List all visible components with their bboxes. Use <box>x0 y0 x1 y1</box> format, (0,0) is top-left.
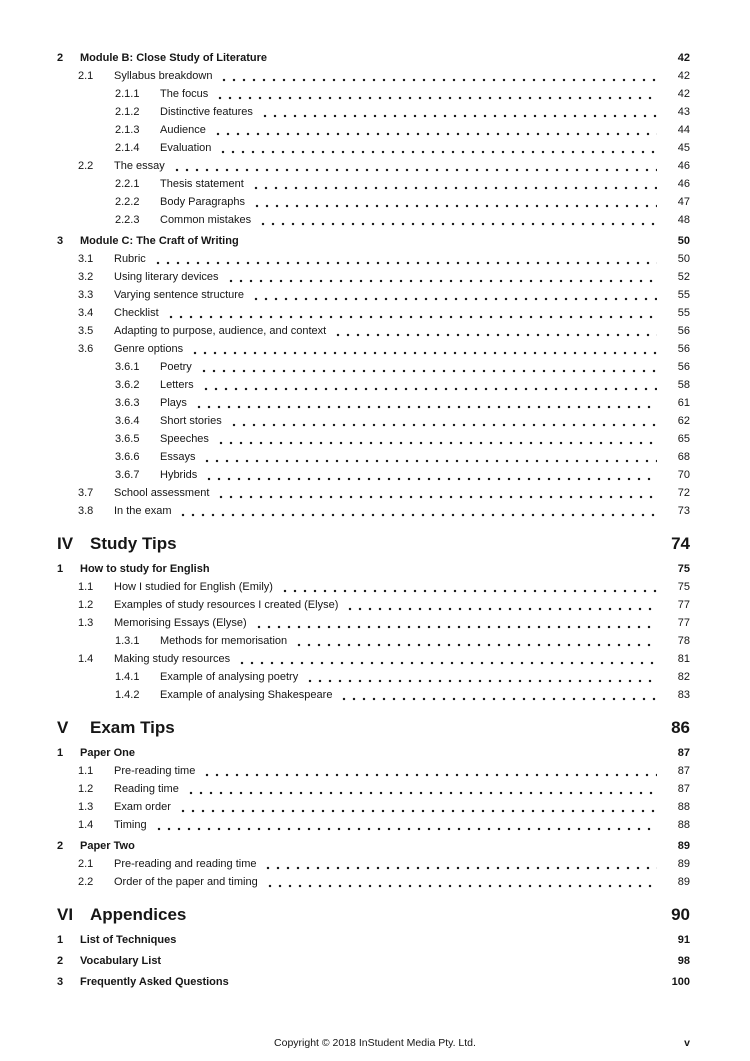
toc-entry-number: 2.2.2 <box>115 196 140 208</box>
toc-entry-page: 98 <box>677 955 690 967</box>
dot-leader <box>258 211 657 229</box>
toc-entry-title: How I studied for English (Emily) <box>114 581 273 593</box>
toc-entry-number: 3.5 <box>78 325 94 337</box>
toc-entry-number: VI <box>57 905 74 924</box>
toc-entry-number: 3.6.2 <box>115 379 140 391</box>
dot-leader <box>252 193 657 211</box>
toc-entry-number: 2.1.4 <box>115 142 140 154</box>
dot-leader <box>153 250 657 268</box>
toc-entry-number: 1.4 <box>78 653 94 665</box>
toc-entry[interactable] <box>57 560 690 578</box>
toc-entry[interactable] <box>57 952 690 970</box>
dot-leader <box>265 873 657 891</box>
dot-leader <box>194 394 657 412</box>
toc-entry-number: 1.2 <box>78 783 94 795</box>
toc-entry-number: 1.3 <box>78 617 94 629</box>
toc-entry-page: 62 <box>677 415 690 427</box>
toc-entry[interactable] <box>78 798 690 816</box>
toc-entry-page: 100 <box>671 976 690 988</box>
dot-leader <box>178 502 657 520</box>
toc-entry-page: 86 <box>671 718 690 737</box>
dot-leader <box>154 816 657 834</box>
toc-entry-title: Plays <box>160 397 187 409</box>
toc-entry[interactable] <box>78 340 690 358</box>
toc-entry-number: 3.6.4 <box>115 415 140 427</box>
dot-leader <box>190 340 657 358</box>
toc-entry-number: 3 <box>57 976 64 988</box>
toc-entry-title: Audience <box>160 124 206 136</box>
toc-entry[interactable] <box>78 322 690 340</box>
page-footer <box>0 1036 750 1052</box>
toc-entry-title: Adapting to purpose, audience, and context <box>114 325 327 337</box>
toc-entry-number: 3.7 <box>78 487 94 499</box>
toc-entry[interactable] <box>115 412 690 430</box>
toc-entry[interactable] <box>115 358 690 376</box>
toc-entry[interactable] <box>78 816 690 834</box>
toc-entry-title: Paper Two <box>80 840 135 852</box>
toc-entry[interactable] <box>115 466 690 484</box>
toc-entry[interactable] <box>57 531 690 557</box>
toc-entry-page: 42 <box>677 70 690 82</box>
dot-leader <box>345 596 657 614</box>
toc-entry-number: 3.6.7 <box>115 469 140 481</box>
toc-entry-title: Distinctive features <box>160 106 253 118</box>
toc-entry-number: 1.4.2 <box>115 689 140 701</box>
toc-entry-number: 3.6.1 <box>115 361 140 373</box>
toc-entry[interactable] <box>78 855 690 873</box>
toc-entry[interactable] <box>78 157 690 175</box>
toc-entry-page: 56 <box>677 325 690 337</box>
dot-leader <box>215 85 657 103</box>
dot-leader <box>339 686 657 704</box>
toc-entry[interactable] <box>115 632 690 650</box>
toc-entry-number: 1 <box>57 747 64 759</box>
toc-entry-title: Common mistakes <box>160 214 252 226</box>
toc-entry-page: 56 <box>677 343 690 355</box>
toc-entry[interactable] <box>78 596 690 614</box>
toc-entry-page: 47 <box>677 196 690 208</box>
toc-entry-title: Varying sentence structure <box>114 289 245 301</box>
dot-leader <box>294 632 657 650</box>
toc-entry-page: 82 <box>677 671 690 683</box>
toc-entry-page: 58 <box>677 379 690 391</box>
toc-entry-number: 3.4 <box>78 307 94 319</box>
dot-leader <box>204 466 657 484</box>
toc-entry-page: 74 <box>671 534 690 553</box>
toc-entry-title: Exam order <box>114 801 171 813</box>
toc-entry-page: 42 <box>677 52 690 64</box>
toc-entry-title: Letters <box>160 379 194 391</box>
dot-leader <box>226 268 657 286</box>
toc-entry[interactable] <box>115 121 690 139</box>
toc-entry[interactable] <box>78 873 690 891</box>
toc-entry-number: IV <box>57 534 74 553</box>
dot-leader <box>216 484 657 502</box>
toc-entry-title: Module C: The Craft of Writing <box>80 235 239 247</box>
toc-entry-number: 1.2 <box>78 599 94 611</box>
toc-entry-title: Checklist <box>114 307 159 319</box>
dot-leader <box>216 430 657 448</box>
toc-entry-page: 50 <box>677 235 690 247</box>
toc-entry-number: 2.2 <box>78 876 94 888</box>
toc-entry-title: Essays <box>160 451 196 463</box>
toc-entry[interactable] <box>78 780 690 798</box>
toc-entry-title: In the exam <box>114 505 172 517</box>
toc-entry[interactable] <box>78 286 690 304</box>
toc-entry[interactable] <box>57 902 690 928</box>
toc-entry-title: Syllabus breakdown <box>114 70 213 82</box>
toc-entry-number: 1.3.1 <box>115 635 140 647</box>
toc-entry-title: Short stories <box>160 415 222 427</box>
toc-entry-number: 3.3 <box>78 289 94 301</box>
toc-entry-page: 87 <box>677 765 690 777</box>
toc-entry-page: 52 <box>677 271 690 283</box>
toc-entry-number: 2 <box>57 955 64 967</box>
page-number-label: v <box>684 1037 690 1049</box>
toc-entry[interactable] <box>78 762 690 780</box>
toc-entry-number: 2.2 <box>78 160 94 172</box>
toc-entry-page: 90 <box>671 905 690 924</box>
dot-leader <box>251 286 657 304</box>
toc-entry-page: 83 <box>677 689 690 701</box>
toc-entry-title: The focus <box>160 88 209 100</box>
toc-entry-number: 2.1.2 <box>115 106 140 118</box>
toc-entry-page: 89 <box>677 858 690 870</box>
toc-entry-title: How to study for English <box>80 563 210 575</box>
toc-entry[interactable] <box>78 614 690 632</box>
toc-entry-title: Using literary devices <box>114 271 219 283</box>
toc-entry-title: Making study resources <box>114 653 231 665</box>
toc-entry-number: 1.4 <box>78 819 94 831</box>
toc-entry[interactable] <box>78 268 690 286</box>
dot-leader <box>229 412 657 430</box>
table-of-contents <box>57 46 690 991</box>
toc-entry-page: 50 <box>677 253 690 265</box>
toc-entry-number: 2.1 <box>78 70 94 82</box>
toc-entry[interactable] <box>78 250 690 268</box>
toc-entry-number: 3.2 <box>78 271 94 283</box>
toc-entry-page: 78 <box>677 635 690 647</box>
toc-entry-title: Memorising Essays (Elyse) <box>114 617 247 629</box>
toc-entry[interactable] <box>78 650 690 668</box>
dot-leader <box>263 855 657 873</box>
toc-entry-page: 81 <box>677 653 690 665</box>
toc-entry-title: Appendices <box>90 905 187 924</box>
toc-entry-number: 3 <box>57 235 64 247</box>
toc-entry-page: 44 <box>677 124 690 136</box>
dot-leader <box>199 358 657 376</box>
toc-entry-page: 56 <box>677 361 690 373</box>
toc-entry-page: 91 <box>677 934 690 946</box>
dot-leader <box>260 103 657 121</box>
toc-entry-page: 61 <box>677 397 690 409</box>
toc-entry-title: Reading time <box>114 783 179 795</box>
dot-leader <box>166 304 657 322</box>
toc-entry-title: Paper One <box>80 747 136 759</box>
toc-entry[interactable] <box>57 715 690 741</box>
toc-entry[interactable] <box>115 394 690 412</box>
toc-entry[interactable] <box>115 139 690 157</box>
toc-entry-page: 88 <box>677 801 690 813</box>
dot-leader <box>333 322 657 340</box>
toc-entry-number: 2.1 <box>78 858 94 870</box>
dot-leader <box>305 668 657 686</box>
dot-leader <box>201 376 657 394</box>
dot-leader <box>280 578 657 596</box>
toc-entry[interactable] <box>78 304 690 322</box>
toc-entry-title: Vocabulary List <box>80 955 162 967</box>
dot-leader <box>213 121 657 139</box>
toc-entry[interactable] <box>115 85 690 103</box>
toc-entry-page: 48 <box>677 214 690 226</box>
toc-entry-number: 1.4.1 <box>115 671 140 683</box>
toc-entry-number: 1 <box>57 563 64 575</box>
toc-entry-page: 87 <box>677 783 690 795</box>
toc-entry-number: 3.6 <box>78 343 94 355</box>
toc-entry-title: Order of the paper and timing <box>114 876 258 888</box>
toc-entry-title: Frequently Asked Questions <box>80 976 229 988</box>
toc-entry-number: 2.1.3 <box>115 124 140 136</box>
toc-entry-number: 3.1 <box>78 253 94 265</box>
toc-entry[interactable] <box>57 232 690 250</box>
toc-entry-title: Rubric <box>114 253 146 265</box>
toc-entry[interactable] <box>78 67 690 85</box>
toc-entry-title: Speeches <box>160 433 209 445</box>
toc-entry-number: 1.3 <box>78 801 94 813</box>
toc-entry-page: 89 <box>677 840 690 852</box>
toc-entry[interactable] <box>115 686 690 704</box>
toc-entry-number: 2.2.1 <box>115 178 140 190</box>
toc-entry-page: 77 <box>677 599 690 611</box>
toc-entry-title: Examples of study resources I created (Elyse) <box>114 599 339 611</box>
toc-entry-number: 3.6.3 <box>115 397 140 409</box>
toc-entry-page: 68 <box>677 451 690 463</box>
toc-entry-number: V <box>57 718 69 737</box>
toc-entry-title: Example of analysing poetry <box>160 671 299 683</box>
toc-entry-page: 42 <box>677 88 690 100</box>
dot-leader <box>218 139 657 157</box>
toc-entry[interactable] <box>115 175 690 193</box>
toc-entry-number: 2 <box>57 52 64 64</box>
toc-entry-page: 55 <box>677 307 690 319</box>
toc-entry-title: Hybrids <box>160 469 198 481</box>
toc-entry-page: 46 <box>677 178 690 190</box>
toc-entry-number: 1.1 <box>78 581 94 593</box>
toc-entry[interactable] <box>57 49 690 67</box>
toc-entry[interactable] <box>115 668 690 686</box>
toc-entry-page: 87 <box>677 747 690 759</box>
toc-entry[interactable] <box>115 103 690 121</box>
dot-leader <box>202 448 657 466</box>
toc-entry-number: 1 <box>57 934 64 946</box>
dot-leader <box>172 157 657 175</box>
toc-entry[interactable] <box>115 211 690 229</box>
toc-entry-title: Study Tips <box>90 534 177 553</box>
toc-entry-number: 3.8 <box>78 505 94 517</box>
dot-leader <box>254 614 657 632</box>
dot-leader <box>178 798 657 816</box>
toc-entry-page: 46 <box>677 160 690 172</box>
toc-entry-number: 2.1.1 <box>115 88 140 100</box>
toc-entry[interactable] <box>115 430 690 448</box>
toc-entry-page: 45 <box>677 142 690 154</box>
toc-entry-number: 2 <box>57 840 64 852</box>
toc-entry-number: 3.6.6 <box>115 451 140 463</box>
toc-entry-page: 73 <box>677 505 690 517</box>
toc-entry-title: Evaluation <box>160 142 212 154</box>
toc-entry[interactable] <box>57 837 690 855</box>
toc-entry-page: 43 <box>677 106 690 118</box>
toc-entry-page: 70 <box>677 469 690 481</box>
toc-entry-title: School assessment <box>114 487 210 499</box>
toc-entry-number: 3.6.5 <box>115 433 140 445</box>
toc-entry-page: 77 <box>677 617 690 629</box>
toc-entry-page: 89 <box>677 876 690 888</box>
toc-entry-title: Module B: Close Study of Literature <box>80 52 268 64</box>
toc-entry[interactable] <box>78 502 690 520</box>
toc-entry-title: Thesis statement <box>160 178 244 190</box>
toc-entry-title: Exam Tips <box>90 718 175 737</box>
dot-leader <box>237 650 657 668</box>
dot-leader <box>202 762 657 780</box>
toc-entry-title: Methods for memorisation <box>160 635 288 647</box>
toc-entry[interactable] <box>78 578 690 596</box>
copyright-text: Copyright © 2018 InStudent Media Pty. Ltd. <box>274 1037 476 1049</box>
toc-entry-title: Timing <box>114 819 147 831</box>
toc-entry-number: 2.2.3 <box>115 214 140 226</box>
dot-leader <box>186 780 657 798</box>
toc-entry-page: 88 <box>677 819 690 831</box>
toc-entry-title: Pre-reading time <box>114 765 196 777</box>
toc-entry-title: Genre options <box>114 343 184 355</box>
toc-entry[interactable] <box>115 376 690 394</box>
toc-entry[interactable] <box>57 744 690 762</box>
toc-entry-number: 1.1 <box>78 765 94 777</box>
toc-entry[interactable] <box>78 484 690 502</box>
toc-entry-page: 65 <box>677 433 690 445</box>
toc-entry-title: Poetry <box>160 361 192 373</box>
toc-entry[interactable] <box>115 193 690 211</box>
toc-entry-title: Pre-reading and reading time <box>114 858 257 870</box>
dot-leader <box>251 175 657 193</box>
toc-entry-title: Example of analysing Shakespeare <box>160 689 333 701</box>
toc-entry-title: List of Techniques <box>80 934 177 946</box>
toc-entry-page: 75 <box>677 581 690 593</box>
toc-entry-page: 72 <box>677 487 690 499</box>
toc-entry-title: The essay <box>114 160 165 172</box>
toc-entry-page: 55 <box>677 289 690 301</box>
toc-entry-page: 75 <box>677 563 690 575</box>
toc-entry-title: Body Paragraphs <box>160 196 245 208</box>
dot-leader <box>219 67 657 85</box>
toc-entry[interactable] <box>115 448 690 466</box>
toc-entry[interactable] <box>57 931 690 949</box>
toc-entry[interactable] <box>57 973 690 991</box>
